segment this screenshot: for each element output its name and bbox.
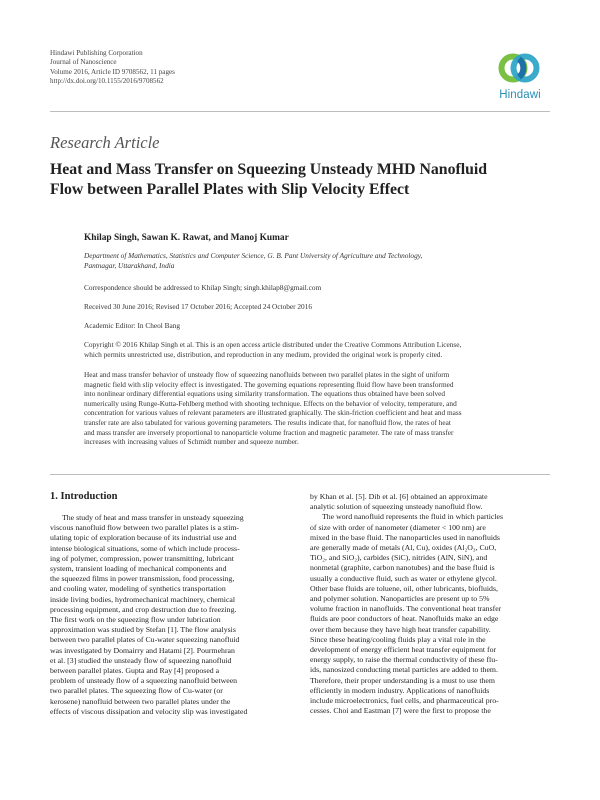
title-line: Heat and Mass Transfer on Squeezing Unsteady MHD Nanofluid — [50, 161, 488, 178]
body-line: kerosene) nanofluid between two parallel plates under the — [50, 696, 231, 706]
body-line: and polymer solution. Nanoparticles are present up to 5% — [310, 594, 490, 604]
abstract-divider — [50, 474, 550, 475]
body-line: by Khan et al. [5]. Dib et al. [6] obtained an approximate — [310, 492, 488, 501]
abstract-line: magnetic field with slip velocity effect is investigated. The governing equations representing fluid flow have been transformed — [84, 379, 454, 389]
publisher-name: Hindawi Publishing Corporation — [50, 49, 143, 57]
body-line: TiO₂, and SiO₂), carbides (SiC), nitrides (AlN, SiN), and — [310, 553, 488, 563]
body-line: problem of unsteady flow of a squeezing nanofluid between — [50, 676, 238, 686]
body-line: was investigated by Domairry and Hatami [2]. Pourmehran — [50, 645, 235, 655]
abstract-line: increases with increasing values of Schmidt number and squeeze number. — [84, 437, 299, 447]
copyright-line: Copyright © 2016 Khilap Singh et al. This is an open access article distributed under the Creative Commons Attribution License, — [84, 340, 462, 349]
body-line: inside living bodies, hydromechanical machinery, chemical — [50, 594, 236, 604]
body-line: The word nanofluid represents the fluid in which particles — [322, 512, 504, 522]
left-column — [50, 513, 292, 717]
body-line: nonmetal (graphite, carbon nanotubes) and the base fluid is — [310, 563, 495, 573]
body-line: efficiently in modern industry. Applications of nanofluids — [310, 685, 490, 695]
body-line: Since these heating/cooling fluids play a vital role in the — [310, 634, 486, 644]
body-line: effects of viscous dissipation and velocity slip was investigated — [50, 706, 248, 716]
hindawi-logo-icon — [490, 48, 550, 90]
body-line: processing equipment, and crop destruction due to freezing. — [50, 604, 237, 614]
body-line: et al. [3] studied the unsteady flow of squeezing nanofluid — [50, 655, 232, 665]
body-line: and cooling water, modeling of synthetics transportation — [50, 584, 226, 594]
body-line: include microelectronics, fuel cells, and pharmaceutical pro- — [310, 696, 499, 706]
abstract-line: into nonlinear ordinary differential equations using similarity transformation. The equations thus obtained have been solved — [84, 389, 446, 399]
body-line: intense biological situations, some of which include process- — [50, 543, 240, 553]
article-type: Research Article — [50, 133, 160, 152]
body-line: Other base fluids are toluene, oil, other lubricants, biofluids, — [310, 583, 498, 593]
body-line: analytic solution of squeezing unsteady nanofluid flow. — [310, 502, 483, 512]
article-title — [50, 160, 560, 200]
abstract-line: and mass transfer are inversely proportional to nanoparticle volume fraction and magnetic parameter. The rate of mass transfer — [84, 427, 454, 437]
body-line: over them because they have high heat transfer capability. — [310, 624, 491, 634]
body-line: between two parallel plates of Cu-water squeezing nanofluid — [50, 635, 240, 645]
academic-editor: Academic Editor: In Cheol Bang — [84, 321, 181, 330]
journal-info — [50, 49, 175, 86]
title-line: Flow between Parallel Plates with Slip Velocity Effect — [50, 181, 410, 198]
abstract — [84, 370, 552, 447]
body-line: fluids are poor conductors of heat. Nanofluids make an edge — [310, 614, 499, 624]
body-line: cesses. Choi and Eastman [7] were the first to propose the — [310, 706, 491, 716]
body-line: approximation was studied by Stefan [1]. The flow analysis — [50, 625, 236, 635]
section-heading-introduction: 1. Introduction — [50, 491, 118, 502]
copyright-line: which permits unrestricted use, distribution, and reproduction in any medium, provided the original work is properly cited. — [84, 350, 443, 359]
author-list: Khilap Singh, Sawan K. Rawat, and Manoj Kumar — [84, 233, 289, 243]
right-column — [310, 492, 552, 716]
abstract-line: numerically using Runge-Kutta-Fehlberg method with shooting technique. Effects on the behavior of velocity, temperature, and — [84, 398, 457, 408]
abstract-line: concentration for various values of relevant parameters are illustrated graphically. The skin-friction coefficient and heat and mass — [84, 408, 462, 418]
body-line: Therefore, their proper understanding is a must to use them — [310, 675, 495, 685]
affiliation — [84, 251, 422, 271]
volume-line: Volume 2016, Article ID 9708562, 11 pages — [50, 67, 175, 76]
abstract-line: transfer rate are also tabulated for various governing parameters. The results indicate that, for nanofluid flow, the rates of heat — [84, 417, 451, 427]
body-line: system, transient loading of mechanical components and — [50, 564, 227, 574]
body-line: development of energy efficient heat transfer equipment for — [310, 645, 497, 655]
journal-name: Journal of Nanoscience — [50, 58, 117, 67]
body-line: between parallel plates. Gupta and Ray [4] proposed a — [50, 666, 220, 676]
body-line: usually a conductive fluid, such as water or ethylene glycol. — [310, 573, 497, 583]
article-dates: Received 30 June 2016; Revised 17 October 2016; Accepted 24 October 2016 — [84, 302, 312, 311]
affiliation-line: Pantnagar, Uttarakhand, India — [84, 261, 175, 270]
body-line: volume fraction in nanofluids. The conventional heat transfer — [310, 604, 502, 614]
body-line: two parallel plates. The squeezing flow of Cu-water (or — [50, 686, 223, 696]
body-line: ids, nanosized conducting metal particles are added to them. — [310, 665, 498, 675]
copyright-notice — [84, 340, 552, 360]
body-line: the squeezed films in power transmission, food processing, — [50, 574, 235, 584]
correspondence: Correspondence should be addressed to Khilap Singh; singh.khilap8@gmail.com — [84, 283, 322, 292]
body-line: The first work on the squeezing flow under lubrication — [50, 615, 221, 625]
body-line: are generally made of metals (Al, Cu), oxides (Al₂O₃, CuO, — [310, 543, 497, 553]
body-line: mixed in the base fluid. The nanoparticles used in nanofluids — [310, 532, 500, 542]
body-line: The study of heat and mass transfer in unsteady squeezing — [62, 513, 244, 522]
hindawi-logo — [490, 48, 550, 106]
header-divider — [50, 111, 550, 112]
body-line: of size with order of nanometer (diameter < 100 nm) are — [310, 522, 486, 532]
doi-link[interactable]: http://dx.doi.org/10.1155/2016/9708562 — [50, 76, 164, 85]
abstract-line: Heat and mass transfer behavior of unsteady flow of squeezing nanofluids between two parallel plates in the sight of uniform — [84, 370, 450, 379]
body-line: ulating topic of exploration because of its industrial use and — [50, 533, 237, 543]
body-line: energy supply, to raise the thermal conductivity of these flu- — [310, 655, 498, 665]
body-line: ing of polymer, compression, power transmitting, lubricant — [50, 553, 234, 563]
affiliation-line: Department of Mathematics, Statistics and Computer Science, G. B. Pant University of Agriculture and Technology, — [84, 251, 423, 260]
body-line: viscous nanofluid flow between two parallel plates is a stim- — [50, 523, 240, 533]
logo-wordmark: Hindawi — [499, 89, 541, 101]
